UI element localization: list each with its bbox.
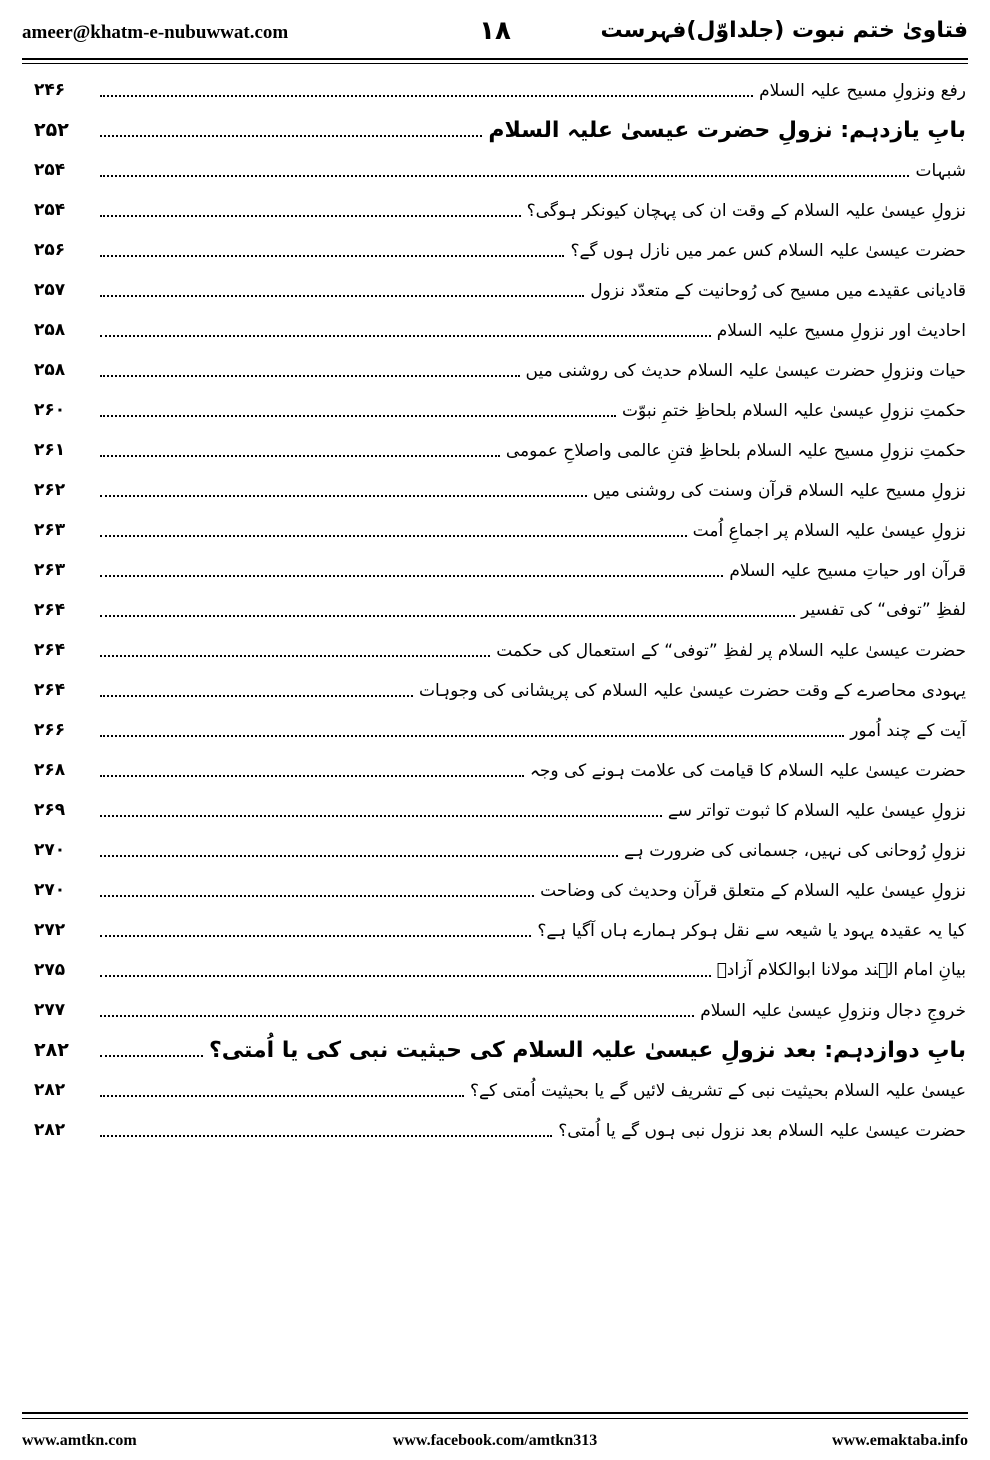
toc-entry-page: ۲۵۸ (34, 360, 66, 380)
toc-entry-page: ۲۵۴ (34, 160, 66, 180)
toc-entry-page: ۲۶۸ (34, 760, 66, 780)
page-number: ۱۸ (479, 16, 511, 46)
dot-leader (100, 895, 534, 897)
toc-entry-page: ۲۶۴ (34, 600, 66, 620)
toc-entry-title: کیا یہ عقیدہ یہود یا شیعہ سے نقل ہوکر ہمارے ہاں آگیا ہے؟ (537, 920, 966, 941)
toc-entry (34, 870, 966, 910)
toc-entry (34, 670, 966, 710)
footer-link-emaktaba[interactable]: www.emaktaba.info (831, 1432, 968, 1449)
toc-entry-title: عیسیٰ علیہ السلام بحیثیت نبی کے تشریف لائیں گے یا بحیثیت اُمتی کے؟ (470, 1080, 966, 1101)
dot-leader (100, 1135, 552, 1137)
book-title: فتاویٰ ختم نبوت (جلداوّل)فہرست (600, 18, 968, 43)
toc-entry-page: ۲۷۰ (34, 840, 66, 860)
toc-entry (34, 150, 966, 190)
toc-entry-title: قادیانی عقیدے میں مسیح کی رُوحانیت کے متعدّد نزول (590, 280, 966, 301)
dot-leader (100, 255, 564, 257)
dot-leader (100, 1055, 203, 1057)
toc-entry-title: شبہات (915, 160, 966, 181)
dot-leader (100, 135, 482, 137)
toc-entry-page: ۲۶۱ (34, 440, 66, 460)
dot-leader (100, 695, 413, 697)
toc-entry-title: خروجِ دجال ونزولِ عیسیٰ علیہ السلام (700, 1000, 966, 1021)
dot-leader (100, 335, 711, 337)
toc-entry (34, 950, 966, 990)
toc-entry-page: ۲۵۲ (34, 119, 69, 141)
toc-entry-title: نزولِ عیسیٰ علیہ السلام کا ثبوت تواتر سے (667, 800, 966, 821)
dot-leader (100, 855, 618, 857)
toc-entry (34, 790, 966, 830)
toc-entry (34, 830, 966, 870)
header-email: ameer@khatm-e-nubuwwat.com (22, 22, 289, 43)
toc-entry-page: ۲۶۴ (34, 640, 66, 660)
toc-entry (34, 750, 966, 790)
dot-leader (100, 295, 584, 297)
toc-entry-title: حیات ونزولِ حضرت عیسیٰ علیہ السلام حدیث کی روشنی میں (525, 360, 966, 381)
toc-entry (34, 910, 966, 950)
dot-leader (100, 655, 490, 657)
toc-entry-title: نزولِ مسیح علیہ السلام قرآن وسنت کی روشنی میں (592, 480, 966, 501)
toc-chapter-heading (34, 110, 966, 150)
toc-entry-page: ۲۶۳ (34, 560, 66, 580)
dot-leader (100, 575, 723, 577)
toc-entry-page: ۲۷۲ (34, 920, 66, 940)
toc-entry-title: حضرت عیسیٰ علیہ السلام کا قیامت کی علامت ہونے کی وجہ (529, 760, 966, 781)
page-header (22, 14, 968, 54)
dot-leader (100, 935, 531, 937)
toc-entry-page: ۲۷۵ (34, 960, 66, 980)
dot-leader (100, 95, 753, 97)
toc-entry (34, 390, 966, 430)
toc-entry (34, 430, 966, 470)
toc-entry (34, 470, 966, 510)
toc-entry-title: نزولِ عیسیٰ علیہ السلام پر اجماعِ اُمت (692, 520, 966, 541)
dot-leader (100, 1095, 464, 1097)
toc-entry-title: رفع ونزولِ مسیح علیہ السلام (759, 80, 966, 101)
footer-link-facebook[interactable]: www.facebook.com/amtkn313 (392, 1432, 598, 1449)
dot-leader (100, 1015, 694, 1017)
toc-entry-title: حکمتِ نزولِ مسیح علیہ السلام بلحاظِ فتنِ عالمی واصلاحِ عمومی (505, 440, 966, 461)
toc-entry-title: یہودی محاصرے کے وقت حضرت عیسیٰ علیہ السلام کی پریشانی کی وجوہات (418, 680, 966, 701)
toc-entry (34, 1070, 966, 1110)
toc-entry-title: آیت کے چند اُمور (850, 720, 966, 741)
page-footer (22, 1432, 968, 1454)
toc-entry-page: ۲۶۴ (34, 680, 66, 700)
toc-chapter-heading (34, 1030, 966, 1070)
toc-entry (34, 990, 966, 1030)
toc-entry-page: ۲۸۲ (34, 1080, 66, 1100)
table-of-contents (34, 70, 966, 1150)
header-rule-thin (22, 63, 968, 64)
dot-leader (100, 815, 662, 817)
dot-leader (100, 975, 711, 977)
toc-entry-page: ۲۷۷ (34, 1000, 66, 1020)
toc-entry-page: ۲۷۰ (34, 880, 66, 900)
toc-entry (34, 630, 966, 670)
dot-leader (100, 455, 500, 457)
toc-entry (34, 710, 966, 750)
toc-entry-title: بابِ دوازدہم: بعد نزولِ عیسیٰ علیہ السلام کی حیثیت نبی کی یا اُمتی؟ (209, 1037, 966, 1063)
toc-entry-page: ۲۶۶ (34, 720, 66, 740)
footer-link-amtkn[interactable]: www.amtkn.com (22, 1432, 137, 1449)
toc-entry-page: ۲۶۲ (34, 480, 66, 500)
toc-entry-title: نزولِ عیسیٰ علیہ السلام کے متعلق قرآن وحدیث کی وضاحت (540, 880, 966, 901)
toc-entry-title: حضرت عیسیٰ علیہ السلام بعد نزول نبی ہوں گے یا اُمتی؟ (558, 1120, 966, 1141)
dot-leader (100, 615, 795, 617)
dot-leader (100, 215, 521, 217)
toc-entry (34, 190, 966, 230)
toc-entry (34, 310, 966, 350)
toc-entry-page: ۲۵۴ (34, 200, 66, 220)
toc-entry (34, 230, 966, 270)
toc-entry (34, 510, 966, 550)
toc-entry-page: ۲۸۲ (34, 1120, 66, 1140)
toc-entry-page: ۲۶۹ (34, 800, 66, 820)
dot-leader (100, 535, 687, 537)
toc-entry-title: لفظِ ”توفی“ کی تفسیر (801, 600, 966, 620)
toc-entry-title: بابِ یازدہم: نزولِ حضرت عیسیٰ علیہ السلام (488, 117, 966, 143)
toc-entry-page: ۲۵۸ (34, 320, 66, 340)
dot-leader (100, 735, 844, 737)
toc-entry (34, 1110, 966, 1150)
header-rule (22, 58, 968, 60)
footer-rule-thin (22, 1418, 968, 1419)
toc-entry-page: ۲۵۷ (34, 280, 66, 300)
toc-entry-title: حضرت عیسیٰ علیہ السلام کس عمر میں نازل ہوں گے؟ (570, 240, 966, 261)
toc-entry-title: حکمتِ نزولِ عیسیٰ علیہ السلام بلحاظِ ختمِ نبوّت (622, 400, 966, 421)
dot-leader (100, 775, 524, 777)
dot-leader (100, 415, 616, 417)
toc-entry-title: قرآن اور حیاتِ مسیح علیہ السلام (729, 560, 966, 581)
dot-leader (100, 495, 587, 497)
toc-entry (34, 590, 966, 630)
toc-entry-page: ۲۵۶ (34, 240, 66, 260)
toc-entry-page: ۲۶۳ (34, 520, 66, 540)
toc-entry-page: ۲۶۰ (34, 400, 66, 420)
toc-entry-page: ۲۴۶ (34, 80, 66, 100)
toc-entry (34, 350, 966, 390)
toc-entry-title: احادیث اور نزولِ مسیح علیہ السلام (716, 320, 966, 341)
dot-leader (100, 375, 520, 377)
toc-entry-page: ۲۸۲ (34, 1039, 69, 1061)
toc-entry-title: بیانِ امام الہند مولانا ابوالکلام آزادؒ (716, 960, 966, 980)
toc-entry-title: نزولِ عیسیٰ علیہ السلام کے وقت ان کی پہچان کیونکر ہوگی؟ (526, 200, 966, 221)
dot-leader (100, 175, 909, 177)
toc-entry (34, 270, 966, 310)
toc-entry-title: نزولِ رُوحانی کی نہیں، جسمانی کی ضرورت ہے (623, 840, 966, 861)
toc-entry (34, 70, 966, 110)
toc-entry-title: حضرت عیسیٰ علیہ السلام پر لفظِ ”توفی“ کے استعمال کی حکمت (496, 640, 966, 661)
footer-rule (22, 1412, 968, 1414)
toc-entry (34, 550, 966, 590)
